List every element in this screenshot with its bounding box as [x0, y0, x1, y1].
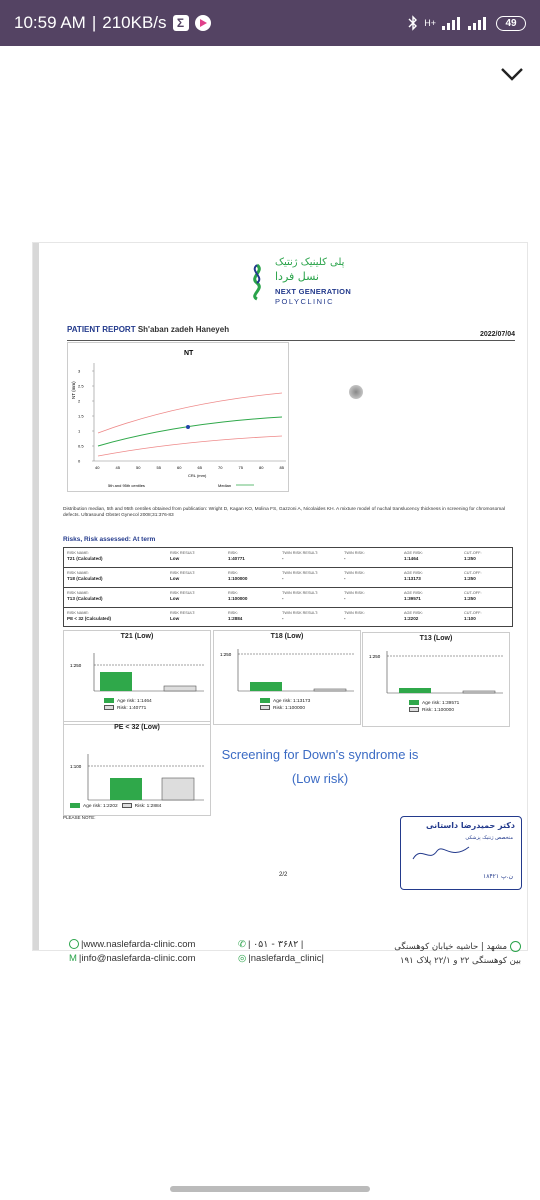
risk-cell-label: RISK NAME: [67, 611, 89, 615]
mini-chart-svg [64, 643, 212, 693]
stamp-line2: متخصص ژنتیک پزشکی [465, 835, 513, 841]
mini-chart-pe32 [63, 721, 211, 816]
risk-cell-label: TWIN RISK RESULT: [282, 571, 319, 575]
risk-cell-label: CUT-OFF: [464, 591, 482, 595]
nt-chart-svg [68, 343, 290, 493]
risk-cell-label: TWIN RISK RESULT: [282, 551, 319, 555]
risk-cell-value: 1:250 [464, 576, 476, 581]
nt-ytick-label: 1 [78, 428, 81, 434]
risk-cell-value: - [282, 616, 284, 621]
risks-table [63, 547, 513, 627]
status-bar [0, 0, 540, 46]
nt-xtick-label: 55 [156, 465, 161, 470]
legend-green-swatch [104, 698, 114, 703]
nt-ytick-label: 1.5 [78, 413, 84, 419]
legend-green-swatch [409, 700, 419, 705]
bluetooth-icon [408, 15, 418, 31]
nt-ytick-label: 2.5 [78, 383, 84, 389]
risk-cell-result [170, 550, 195, 562]
screening-line1: Screening for Down's syndrome is [221, 747, 419, 762]
network-type: H+ [424, 18, 436, 28]
mini-age-label: Age risk: 1:13173 [273, 699, 311, 704]
doctor-stamp [400, 816, 522, 890]
mini-age-bar [110, 778, 142, 800]
mini-chart-t21 [63, 630, 211, 725]
risk-cell-value: 1:1464 [404, 556, 419, 561]
risk-cell-label: RISK NAME: [67, 591, 89, 595]
footer-website-row[interactable]: |www.naslefarda-clinic.com [69, 938, 196, 952]
footer-address-text1: مشهد | حاشیه خیابان کوهسنگی [394, 942, 507, 952]
risk-cell-label: RISK NAME: [67, 571, 89, 575]
nt-xtick-label: 60 [177, 465, 182, 470]
mini-risk-label: Risk: 1:100000 [273, 706, 305, 711]
status-right [408, 15, 526, 31]
risk-cell-value: - [282, 596, 284, 601]
risk-cell-value: Low [170, 556, 180, 561]
report-title [67, 325, 229, 334]
signature-icon [411, 841, 471, 865]
document-page[interactable] [33, 243, 527, 966]
nt-xtick-label: 85 [279, 465, 284, 470]
status-separator: | [91, 13, 97, 32]
title-divider [67, 340, 515, 341]
nt-xtick-label: 50 [136, 465, 141, 470]
mini-chart-svg [214, 643, 362, 693]
risk-cell-twin-result [282, 550, 318, 562]
risk-row [63, 567, 513, 587]
risk-cell-twin-result [282, 590, 318, 602]
patient-name: Sh'aban zadeh Haneyeh [137, 325, 230, 334]
risk-cell-label: TWIN RISK: [344, 611, 365, 615]
mini-age-label: Age risk: 1:1464 [117, 699, 152, 704]
risk-cell-risk [228, 550, 245, 562]
mini-chart-t18 [213, 630, 361, 725]
risk-cell-twin-risk [344, 550, 365, 562]
nt-chart [67, 342, 289, 492]
mini-legend [409, 700, 459, 714]
footer-contact [69, 938, 196, 966]
page-edge [33, 243, 39, 950]
risk-cell-value: PE < 32 (Calculated) [67, 616, 112, 621]
risk-cell-age-risk [404, 610, 423, 622]
mini-risk-label: Risk: 1:40771 [117, 706, 147, 711]
risk-cell-label: RISK: [228, 591, 238, 595]
footer-email-row[interactable]: M |info@naslefarda-clinic.com [69, 953, 196, 964]
status-left [14, 13, 211, 33]
risk-cell-value: 1:100000 [228, 576, 248, 581]
risk-cell-value: T13 (Calculated) [67, 596, 103, 601]
risk-cell-label: AGE RISK: [404, 551, 423, 555]
footer-address-line1 [371, 940, 521, 954]
risk-cell-label: RISK: [228, 571, 238, 575]
risk-cell-label: TWIN RISK: [344, 551, 365, 555]
nt-ytick-label: 0 [78, 458, 81, 464]
mini-legend [260, 698, 310, 712]
risk-cell-name [67, 550, 102, 562]
risk-cell-twin-result [282, 570, 318, 582]
risk-row [63, 607, 513, 627]
clinic-logo [241, 257, 401, 307]
risk-cell-value: - [344, 616, 346, 621]
logo-en-line1: NEXT GENERATION [275, 287, 352, 296]
risk-cell-label: CUT-OFF: [464, 551, 482, 555]
risk-cell-name [67, 570, 102, 582]
risk-cell-cutoff [464, 590, 482, 602]
footer-phone: ۰۵۱ - ۳۶۸۲ [253, 939, 299, 950]
nt-ytick-label: 2 [78, 398, 81, 404]
risk-cell-label: RISK RESULT: [170, 611, 196, 615]
chevron-down-icon [498, 60, 526, 88]
risk-cell-risk [228, 610, 242, 622]
mini-chart-t13 [362, 632, 510, 727]
risk-cell-name [67, 590, 102, 602]
risk-cell-value: Low [170, 616, 180, 621]
signal-icon [442, 16, 490, 30]
mini-risk-label: Risk: 1:2884 [134, 804, 162, 809]
mini-age-label: Age risk: 1:39571 [422, 701, 460, 706]
mini-risk-bar [314, 689, 346, 691]
sigma-icon: Σ [173, 15, 189, 31]
mini-chart-title: PE < 32 (Low) [114, 724, 160, 731]
battery-icon: 49 [496, 16, 526, 31]
footer-address-line2: بین کوهسنگی ۲۲ و ۲۲/۱ پلاک ۱۹۱ [399, 956, 521, 966]
risk-cell-value: - [344, 596, 346, 601]
status-net-speed: 210KB/s [102, 13, 167, 32]
logo-fa-line2: نسل فردا [275, 270, 319, 283]
nt-xtick-label: 70 [218, 465, 223, 470]
nt-chart-ylabel: NT (mm) [71, 381, 76, 399]
risk-cell-value: 1:2884 [228, 616, 243, 621]
risk-cell-label: TWIN RISK RESULT: [282, 611, 319, 615]
nt-xtick-label: 65 [197, 465, 202, 470]
footer-phone-row[interactable]: ✆ | ۰۵۱ - ۳۶۸۲ | [238, 939, 304, 950]
risk-row [63, 547, 513, 567]
collapse-button[interactable] [498, 60, 526, 88]
risk-cell-value: 1:40771 [228, 556, 245, 561]
risk-cell-twin-risk [344, 570, 365, 582]
logo-en-line2: POLYCLINIC [275, 297, 335, 306]
clinic-logo-icon [243, 263, 271, 301]
risk-cell-age-risk [404, 550, 423, 562]
mini-age-bar [100, 672, 132, 691]
mini-chart-title: T18 (Low) [270, 633, 304, 640]
risk-cell-value: 1:100 [464, 616, 476, 621]
risk-cell-label: AGE RISK: [404, 611, 423, 615]
legend-green-swatch [260, 698, 270, 703]
stamp-line3: ۱۸۴۲۱ ن.پ [483, 873, 513, 880]
home-indicator[interactable] [170, 1186, 370, 1192]
mini-chart-title: T13 (Low) [419, 635, 453, 642]
stamp-line1: دکتر حمیدرضا داستانی [425, 821, 515, 830]
report-date: 2022/07/04 [479, 331, 515, 338]
risk-cell-label: CUT-OFF: [464, 571, 482, 575]
legend-green-swatch [70, 803, 80, 808]
risk-cell-cutoff [464, 570, 482, 582]
risk-cell-value: T18 (Calculated) [67, 576, 103, 581]
legend-white-swatch [122, 803, 132, 808]
nt-chart-title: NT [184, 350, 194, 357]
nt-xtick-label: 40 [95, 465, 100, 470]
risk-cell-label: AGE RISK: [404, 571, 423, 575]
nt-xtick-label: 80 [259, 465, 264, 470]
nt-legend-median: Median [218, 483, 232, 488]
mini-risk-bar [164, 686, 196, 691]
scan-artifact [349, 385, 363, 399]
nt-chart-xlabel: CRL (mm) [188, 473, 207, 478]
screening-line2: (Low risk) [291, 771, 349, 786]
footer-website: www.naslefarda-clinic.com [83, 939, 196, 950]
legend-white-swatch [260, 705, 270, 710]
status-time: 10:59 AM [14, 13, 86, 32]
mini-age-bar [250, 682, 282, 691]
risk-cell-risk [228, 570, 247, 582]
legend-white-swatch [409, 707, 419, 712]
risk-cell-name [67, 610, 111, 622]
nt-xtick-label: 75 [238, 465, 243, 470]
mini-cutoff-label: 1:100 [70, 764, 82, 769]
risk-cell-label: AGE RISK: [404, 591, 423, 595]
risk-cell-twin-result [282, 610, 318, 622]
risk-cell-result [170, 590, 195, 602]
mini-risk-bar [463, 691, 495, 693]
risk-cell-value: 1:2202 [404, 616, 419, 621]
risk-cell-label: CUT-OFF: [464, 611, 482, 615]
mini-cutoff-label: 1:250 [220, 652, 232, 657]
risk-cell-result [170, 570, 195, 582]
footer-address [371, 940, 521, 968]
instagram-icon: ◎ [238, 953, 247, 964]
risk-row [63, 587, 513, 607]
risk-cell-value: Low [170, 596, 180, 601]
mini-cutoff-label: 1:250 [70, 663, 82, 668]
risk-cell-label: RISK RESULT: [170, 551, 196, 555]
mini-risk-label: Risk: 1:100000 [422, 708, 454, 713]
nt-xtick-label: 45 [115, 465, 120, 470]
mail-icon: M [69, 953, 77, 964]
nt-median-line [98, 417, 282, 446]
risk-cell-label: TWIN RISK: [344, 591, 365, 595]
mini-cutoff-label: 1:250 [369, 654, 381, 659]
risk-cell-label: RISK RESULT: [170, 571, 196, 575]
footer-social [238, 938, 324, 966]
reference-text: Distribution median, 5th and 95th centiles obtained from publication: Wright D, Kagan KO, Molina FS, Gazzoni A, Nicolaides KH. A mixture model of nuchal translucency thickness in screening for chromosomal defects. Ultrasound Obstet Gynecol 2008;31:376-83 [63, 507, 505, 518]
risk-cell-age-risk [404, 590, 423, 602]
location-pin-icon [510, 941, 521, 952]
nt-ytick-label: 0.5 [78, 443, 84, 449]
risk-cell-twin-risk [344, 590, 365, 602]
risks-title: Risks, Risk assessed: At term [63, 536, 156, 543]
legend-white-swatch [104, 705, 114, 710]
mini-chart-title: T21 (Low) [120, 633, 154, 640]
phone-icon: ✆ [238, 939, 246, 950]
mini-risk-bar [162, 778, 194, 800]
risk-cell-label: TWIN RISK: [344, 571, 365, 575]
footer-instagram-row[interactable]: ◎ |naslefarda_clinic| [238, 953, 324, 964]
risk-cell-label: RISK RESULT: [170, 591, 196, 595]
mini-legend [70, 803, 161, 810]
risk-cell-cutoff [464, 610, 482, 622]
risk-cell-value: T21 (Calculated) [67, 556, 103, 561]
risk-cell-twin-risk [344, 610, 365, 622]
risk-cell-value: 1:39571 [404, 596, 421, 601]
risk-cell-label: RISK NAME: [67, 551, 89, 555]
risk-cell-value: 1:13173 [404, 576, 421, 581]
risk-cell-label: RISK: [228, 611, 238, 615]
risk-cell-value: - [344, 556, 346, 561]
risk-cell-value: 1:250 [464, 596, 476, 601]
risk-cell-result [170, 610, 195, 622]
logo-fa-line1: پلی کلینیک ژنتیک [275, 257, 345, 268]
risk-cell-risk [228, 590, 247, 602]
screening-result [205, 743, 435, 791]
nt-patient-point [186, 425, 190, 429]
page-number: 2/2 [279, 872, 288, 878]
nt-ytick-label: 3 [78, 368, 81, 374]
mini-legend [104, 698, 152, 712]
risk-cell-value: - [282, 556, 284, 561]
risk-cell-value: 1:250 [464, 556, 476, 561]
footer-email: info@naslefarda-clinic.com [81, 953, 196, 964]
mini-age-bar [399, 688, 431, 693]
risk-cell-label: RISK: [228, 551, 238, 555]
risk-cell-value: - [282, 576, 284, 581]
globe-icon [69, 939, 79, 949]
mini-age-label: Age risk: 1:2202 [83, 804, 118, 809]
risk-cell-value: 1:100000 [228, 596, 248, 601]
risk-cell-label: TWIN RISK RESULT: [282, 591, 319, 595]
footer-instagram: naslefarda_clinic [250, 953, 322, 964]
risk-cell-value: Low [170, 576, 180, 581]
please-note: PLEASE NOTE: [63, 815, 96, 820]
play-icon [195, 15, 211, 31]
risk-cell-value: - [344, 576, 346, 581]
nt-legend-centiles: 5th and 95th centiles [108, 483, 145, 488]
mini-chart-svg [363, 645, 511, 695]
risk-cell-age-risk [404, 570, 423, 582]
risk-cell-cutoff [464, 550, 482, 562]
mini-chart-svg [64, 734, 212, 784]
report-label: PATIENT REPORT [67, 325, 136, 334]
